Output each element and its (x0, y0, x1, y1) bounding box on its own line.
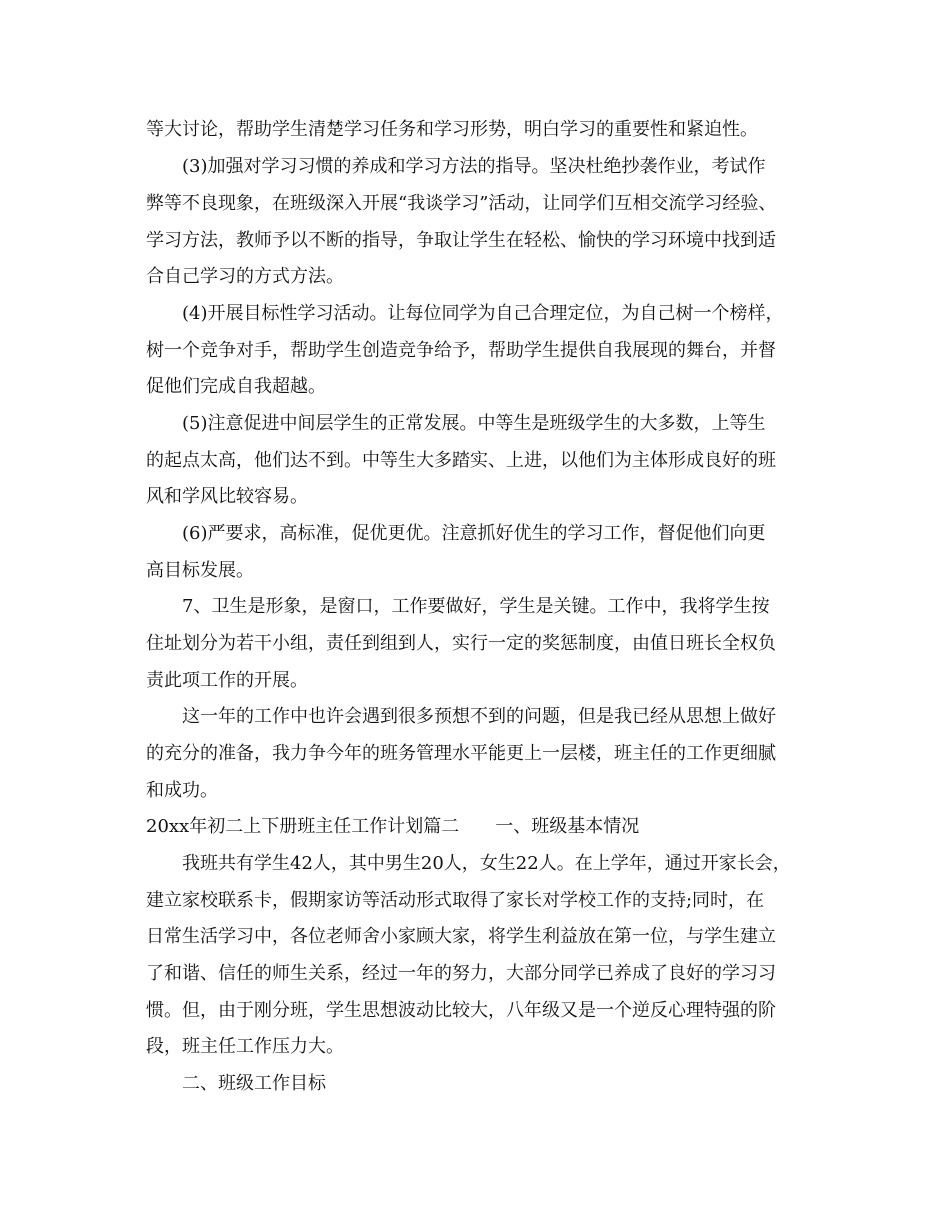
text-line-14: 7、卫生是形象，是窗口，工作要做好，学生是关键。工作中，我将学生按 (182, 596, 770, 617)
text-line-5: 合自己学习的方式方法。 (146, 266, 344, 287)
text-line-7: 树一个竞争对手，帮助学生创造竞争给予，帮助学生提供自我展现的舞台，并督 (146, 340, 776, 361)
text-line-21: 我班共有学生42人，其中男生20人，女生22人。在上学年，通过开家长会， (182, 853, 791, 874)
section-heading-plan-two: 20xx年初二上下册班主任工作计划篇二 一、班级基本情况 (146, 816, 640, 837)
section-heading-class-goals: 二、班级工作目标 (182, 1073, 326, 1094)
text-line-26: 段，班主任工作压力大。 (146, 1036, 344, 1057)
text-line-17: 这一年的工作中也许会遇到很多预想不到的问题，但是我已经从思想上做好 (182, 706, 776, 727)
text-line-25: 惯。但，由于刚分班，学生思想波动比较大，八年级又是一个逆反心理特强的阶 (146, 1000, 776, 1021)
text-line-9: (5)注意促进中间层学生的正常发展。中等生是班级学生的大多数，上等生 (182, 413, 766, 434)
text-line-24: 了和谐、信任的师生关系，经过一年的努力，大部分同学已养成了良好的学习习 (146, 963, 776, 984)
text-line-13: 高目标发展。 (146, 560, 254, 581)
text-line-22: 建立家校联系卡，假期家访等活动形式取得了家长对学校工作的支持;同时，在 (146, 890, 765, 911)
text-line-15: 住址划分为若干小组，责任到组到人，实行一定的奖惩制度，由值日班长全权负 (146, 633, 776, 654)
text-line-8: 促他们完成自我超越。 (146, 376, 326, 397)
text-line-18: 的充分的准备，我力争今年的班务管理水平能更上一层楼，班主任的工作更细腻 (146, 743, 776, 764)
text-line-12: (6)严要求，高标准，促优更优。注意抓好优生的学习工作，督促他们向更 (182, 523, 766, 544)
text-line-1: 等大讨论，帮助学生清楚学习任务和学习形势，明白学习的重要性和紧迫性。 (146, 119, 758, 140)
text-line-19: 和成功。 (146, 780, 218, 801)
text-line-16: 责此项工作的开展。 (146, 670, 308, 691)
text-line-10: 的起点太高，他们达不到。中等生大多踏实、上进，以他们为主体形成良好的班 (146, 450, 776, 471)
text-line-11: 风和学风比较容易。 (146, 486, 308, 507)
text-line-4: 学习方法，教师予以不断的指导，争取让学生在轻松、愉快的学习环境中找到适 (146, 230, 776, 251)
text-line-3: 弊等不良现象，在班级深入开展“我谈学习”活动，让同学们互相交流学习经验、 (146, 193, 777, 214)
text-line-23: 日常生活学习中，各位老师舍小家顾大家，将学生利益放在第一位，与学生建立 (146, 926, 776, 947)
text-line-2: (3)加强对学习习惯的养成和学习方法的指导。坚决杜绝抄袭作业，考试作 (182, 156, 766, 177)
text-line-6: (4)开展目标性学习活动。让每位同学为自己合理定位，为自己树一个榜样， (182, 303, 784, 324)
